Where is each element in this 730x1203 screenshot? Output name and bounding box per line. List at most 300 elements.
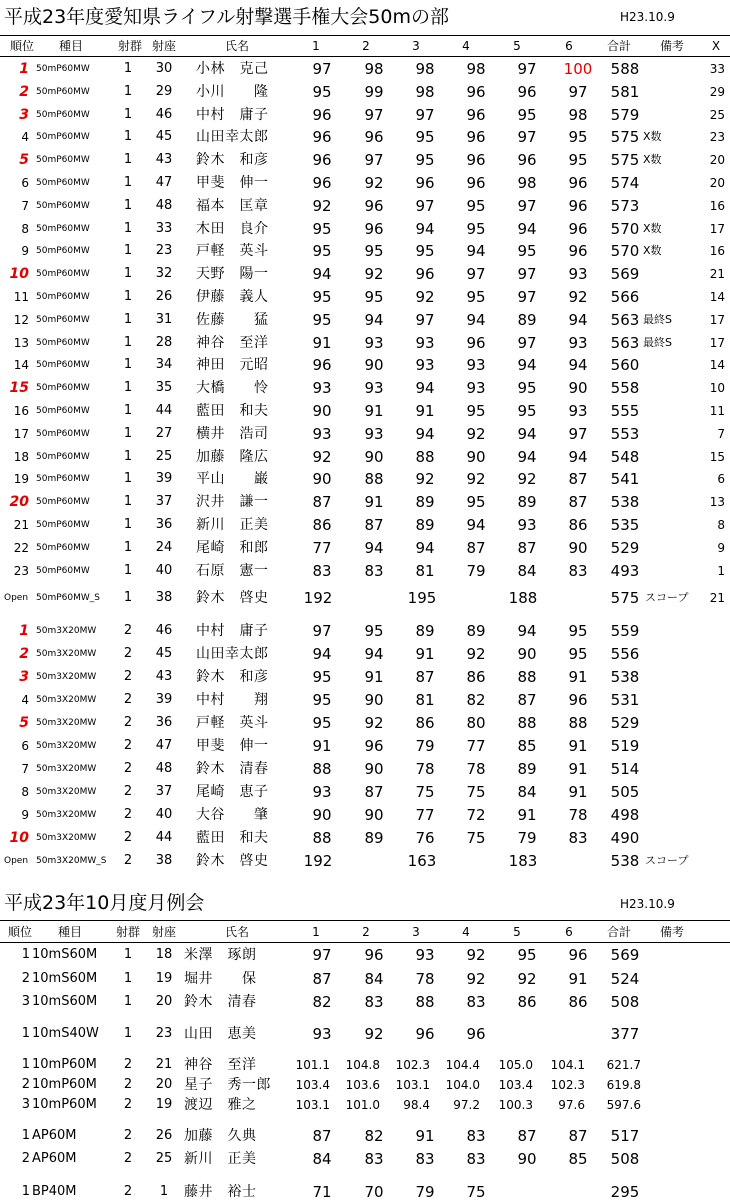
group-cell: 1 <box>123 197 133 213</box>
rank-cell: 9 <box>21 808 29 822</box>
score-s4: 95 <box>466 402 486 420</box>
rank-cell: 16 <box>13 404 29 418</box>
position-cell: 46 <box>155 623 173 638</box>
note-cell: X数 <box>643 244 662 258</box>
name-cell: 中村 庸子 <box>196 623 269 639</box>
score-s2: 93 <box>364 379 384 398</box>
score-s5: 103.4 <box>498 1078 533 1092</box>
score-s4: 97 <box>466 265 486 284</box>
score-s1: 95 <box>312 288 332 306</box>
total-cell: 575 <box>610 151 640 170</box>
score-s5: 86 <box>517 993 537 1011</box>
total-cell: 493 <box>610 561 640 580</box>
score-s3: 77 <box>415 806 435 824</box>
score-s6: 91 <box>568 970 588 988</box>
position-cell: 46 <box>155 106 173 122</box>
score-s2: 83 <box>364 561 384 580</box>
score-s5: 95 <box>517 402 537 420</box>
score-s3: 81 <box>415 691 435 709</box>
table-row <box>0 491 730 513</box>
score-s3: 97 <box>415 310 435 329</box>
event-cell: 50m3X20MW <box>36 626 97 636</box>
event-cell: 50m3X20MW_S <box>36 856 107 866</box>
score-s2: 104.8 <box>345 1058 380 1072</box>
rank-cell: 6 <box>21 176 29 190</box>
total-cell: 575 <box>610 128 640 147</box>
score-s5: 88 <box>517 714 537 732</box>
name-cell: 藤井 裕士 <box>184 1184 257 1200</box>
score-s1: 77 <box>312 538 332 557</box>
total-cell: 377 <box>610 1025 640 1043</box>
name-cell: 木田 良介 <box>196 220 269 237</box>
score-s2: 92 <box>364 174 384 192</box>
pair-score-3: 183 <box>508 852 538 870</box>
name-cell: 星子 秀一郎 <box>184 1077 271 1093</box>
event-cell: 50mP60MW <box>36 314 90 325</box>
score-s1: 91 <box>312 333 332 352</box>
score-s4: 79 <box>466 561 486 580</box>
score-s5: 93 <box>517 516 537 534</box>
score-s6: 97.6 <box>558 1098 585 1112</box>
score-s4: 96 <box>466 151 486 170</box>
score-s6: 96 <box>568 946 588 964</box>
position-cell: 26 <box>155 1128 173 1143</box>
rank-cell: 1 <box>21 1057 30 1072</box>
table-row <box>0 643 730 665</box>
group-cell: 2 <box>123 669 133 684</box>
event-cell: 50mP60MW <box>36 542 90 553</box>
name-cell: 新川 正美 <box>184 1151 257 1167</box>
total-cell: 559 <box>610 622 640 640</box>
score-s3: 91 <box>415 645 435 663</box>
score-s3: 96 <box>415 265 435 284</box>
rank-cell: 14 <box>13 358 29 373</box>
score-s5: 105.0 <box>498 1058 533 1072</box>
score-s5: 95 <box>517 946 537 964</box>
position-cell: 38 <box>155 853 173 868</box>
name-cell: 尾崎 恵子 <box>196 784 269 800</box>
score-s4: 96 <box>466 105 486 124</box>
score-s1: 83 <box>312 561 332 580</box>
event-cell: 50mP60MW <box>36 109 90 120</box>
s2-header-s1: 1 <box>312 925 320 939</box>
score-s5: 96 <box>517 151 537 170</box>
s2-header-name: 氏名 <box>224 925 250 939</box>
score-s1: 103.1 <box>295 1098 330 1112</box>
position-cell: 38 <box>155 590 173 605</box>
rank-cell: 1 <box>21 947 30 962</box>
table-row <box>0 735 730 757</box>
event-cell: 50m3X20MW <box>36 672 97 682</box>
s2-header-rank: 順位 <box>7 925 33 939</box>
table-row <box>0 944 730 966</box>
score-s1: 95 <box>312 310 332 329</box>
position-cell: 20 <box>155 994 173 1009</box>
x-count-cell: 7 <box>717 426 725 441</box>
score-s2: 70 <box>364 1183 384 1201</box>
note-cell: スコープ <box>645 854 689 867</box>
score-s2: 88 <box>364 470 384 489</box>
event-cell: 50mP60MW <box>36 132 90 143</box>
total-cell: 538 <box>610 668 640 686</box>
group-cell: 2 <box>123 646 133 661</box>
score-s5: 97 <box>517 60 537 78</box>
position-cell: 47 <box>155 175 173 190</box>
score-s5: 97 <box>517 288 537 306</box>
total-cell: 517 <box>610 1127 640 1145</box>
rank-cell: 7 <box>21 198 29 213</box>
score-s6: 94 <box>568 310 588 329</box>
total-cell: 529 <box>610 714 640 732</box>
position-cell: 19 <box>155 971 173 986</box>
table-row <box>0 560 730 582</box>
score-s6: 93 <box>568 333 588 352</box>
x-count-cell: 17 <box>709 335 725 350</box>
score-s1: 90 <box>312 402 332 420</box>
score-s4: 92 <box>466 470 486 489</box>
table-row <box>0 58 730 80</box>
score-s3: 88 <box>415 447 435 466</box>
score-s1: 92 <box>312 447 332 466</box>
score-s3: 94 <box>415 379 435 398</box>
name-cell: 小川 隆 <box>196 83 269 100</box>
name-cell: 鈴木 啓史 <box>196 853 269 869</box>
event-cell: 50mP60MW <box>36 497 90 508</box>
name-cell: 鈴木 清春 <box>196 761 269 777</box>
event-cell: 50mP60MW <box>36 337 90 348</box>
score-s1: 95 <box>312 242 332 261</box>
score-s6: 91 <box>568 783 588 801</box>
score-s6: 86 <box>568 516 588 534</box>
score-s6: 87 <box>568 493 588 512</box>
score-s6: 97 <box>568 82 588 101</box>
total-cell: 538 <box>610 493 640 512</box>
pair-score-1: 192 <box>303 852 333 870</box>
rank-cell: 22 <box>13 540 29 555</box>
position-cell: 25 <box>155 1151 173 1166</box>
table-row <box>0 781 730 803</box>
score-s3: 93 <box>415 356 435 375</box>
score-s5: 95 <box>517 105 537 124</box>
group-cell: 1 <box>123 539 133 555</box>
event-cell: 50mP60MW <box>36 565 90 576</box>
group-cell: 2 <box>123 692 133 707</box>
name-cell: 大谷 肇 <box>196 807 269 823</box>
group-cell: 2 <box>123 623 133 638</box>
s2-header-s4: 4 <box>462 925 470 939</box>
total-cell: 514 <box>610 760 640 778</box>
event-cell: 50mP60MW <box>36 86 90 97</box>
x-count-cell: 16 <box>709 244 725 259</box>
group-cell: 2 <box>123 853 133 868</box>
table-row <box>0 1054 730 1076</box>
rank-cell: 3 <box>21 994 30 1009</box>
score-s1: 96 <box>312 105 332 124</box>
rank-cell: 3 <box>19 669 29 685</box>
position-cell: 39 <box>155 471 173 487</box>
score-s4: 83 <box>466 1127 486 1145</box>
name-cell: 神谷 至洋 <box>196 334 269 351</box>
note-cell: X数 <box>643 130 662 144</box>
name-cell: 平山 巌 <box>196 471 269 488</box>
position-cell: 25 <box>155 448 173 464</box>
rank-cell: 5 <box>19 715 29 731</box>
header-s3: 3 <box>412 39 420 53</box>
score-s6: 94 <box>568 356 588 375</box>
header-top-rule <box>0 35 730 36</box>
score-s1: 82 <box>312 993 332 1011</box>
table-row <box>0 377 730 399</box>
group-cell: 1 <box>123 994 133 1009</box>
name-cell: 鈴木 和彦 <box>196 669 269 685</box>
score-s5: 79 <box>517 829 537 847</box>
position-cell: 45 <box>155 129 173 145</box>
position-cell: 44 <box>155 403 173 418</box>
score-s3: 97 <box>415 196 435 215</box>
score-s1: 95 <box>312 714 332 732</box>
score-s4: 86 <box>466 668 486 686</box>
score-s3: 94 <box>415 219 435 238</box>
section2-header-bottom-rule <box>0 942 730 943</box>
event-cell: 50mP60MW <box>36 64 90 74</box>
group-cell: 1 <box>123 266 133 282</box>
score-s3: 93 <box>415 333 435 352</box>
score-s6: 78 <box>568 806 588 824</box>
name-cell: 天野 陽一 <box>196 266 269 283</box>
score-s6: 95 <box>568 645 588 663</box>
score-s4: 93 <box>466 356 486 375</box>
position-cell: 47 <box>155 738 173 753</box>
score-s6: 97 <box>568 424 588 443</box>
score-s6: 87 <box>568 470 588 489</box>
score-s4: 95 <box>466 288 486 306</box>
position-cell: 39 <box>155 692 173 707</box>
score-s3: 95 <box>415 151 435 170</box>
group-cell: 1 <box>123 517 133 532</box>
score-s1: 96 <box>312 356 332 375</box>
section1-header-row <box>0 37 730 55</box>
score-s3: 98 <box>415 60 435 78</box>
score-s2: 95 <box>364 288 384 306</box>
score-s3: 102.3 <box>395 1058 430 1072</box>
x-count-cell: 21 <box>709 591 725 605</box>
score-s2: 94 <box>364 645 384 663</box>
event-cell: 50m3X20MW <box>36 695 97 705</box>
table-row <box>0 286 730 308</box>
position-cell: 21 <box>155 1057 173 1072</box>
x-count-cell: 13 <box>709 495 725 510</box>
event-cell: AP60M <box>32 1151 77 1166</box>
rank-cell: 5 <box>19 152 29 169</box>
header-bottom-rule <box>0 56 730 57</box>
score-s6: 96 <box>568 691 588 709</box>
group-cell: 2 <box>123 1128 133 1143</box>
x-count-cell: 8 <box>717 518 725 532</box>
score-s2: 90 <box>364 447 384 466</box>
rank-cell: 11 <box>13 290 29 304</box>
total-cell: 505 <box>610 783 640 801</box>
rank-cell: 10 <box>9 830 29 846</box>
score-s2: 96 <box>364 737 384 755</box>
score-s6: 93 <box>568 265 588 284</box>
score-s4: 104.4 <box>445 1058 480 1072</box>
score-s1: 90 <box>312 470 332 489</box>
rank-cell: 12 <box>13 312 29 327</box>
position-cell: 1 <box>159 1184 169 1199</box>
total-cell: 573 <box>610 196 640 215</box>
position-cell: 27 <box>155 425 173 441</box>
position-cell: 20 <box>155 1077 173 1092</box>
score-s1: 93 <box>312 783 332 801</box>
score-s2: 90 <box>364 760 384 778</box>
name-cell: 大橋 怜 <box>196 380 269 397</box>
group-cell: 1 <box>123 471 133 487</box>
score-s2: 90 <box>364 356 384 375</box>
table-row <box>0 195 730 217</box>
total-cell: 490 <box>610 829 640 847</box>
x-count-cell: 6 <box>717 472 725 487</box>
total-cell: 498 <box>610 806 640 824</box>
score-s1: 95 <box>312 668 332 686</box>
score-s4: 72 <box>466 806 486 824</box>
table-row <box>0 263 730 285</box>
score-s6: 87 <box>568 1127 588 1145</box>
x-count-cell: 29 <box>709 84 725 99</box>
score-s6: 91 <box>568 668 588 686</box>
score-s5: 94 <box>517 356 537 375</box>
event-cell: 10mP60M <box>32 1057 97 1072</box>
event-cell: 50mP60MW <box>36 383 90 394</box>
rank-cell: 20 <box>9 494 29 511</box>
name-cell: 藍田 和夫 <box>196 830 269 846</box>
score-s5: 94 <box>517 424 537 443</box>
score-s5: 84 <box>517 561 537 580</box>
event-cell: 10mS60M <box>32 994 98 1009</box>
x-count-cell: 17 <box>709 312 725 327</box>
table-row <box>0 400 730 422</box>
total-cell: 541 <box>610 470 640 489</box>
event-cell: 50mP60MW <box>36 155 90 166</box>
table-row <box>0 804 730 826</box>
total-cell: 569 <box>610 946 640 964</box>
score-s3: 79 <box>415 737 435 755</box>
x-count-cell: 10 <box>709 381 725 396</box>
score-s5: 85 <box>517 737 537 755</box>
score-s1: 87 <box>312 1127 332 1145</box>
s2-header-s6: 6 <box>565 925 573 939</box>
header-event: 種目 <box>58 39 84 53</box>
score-s2: 93 <box>364 424 384 443</box>
group-cell: 1 <box>123 380 133 396</box>
total-cell: 529 <box>610 538 640 557</box>
rank-cell: 2 <box>21 971 30 986</box>
score-s4: 97.2 <box>453 1098 480 1112</box>
rank-cell: 3 <box>21 1097 30 1112</box>
event-cell: 50mP60MW_S <box>36 593 100 603</box>
score-s5: 87 <box>517 691 537 709</box>
header-x: X <box>711 39 721 53</box>
score-s6: 100 <box>563 60 593 78</box>
event-cell: BP40M <box>32 1184 77 1199</box>
score-s1: 97 <box>312 622 332 640</box>
s2-header-s5: 5 <box>513 925 521 939</box>
s2-header-note: 備考 <box>659 925 685 939</box>
position-cell: 44 <box>155 830 173 845</box>
rank-cell: 3 <box>19 106 29 123</box>
name-cell: 横井 浩司 <box>196 425 269 442</box>
header-position: 射座 <box>151 39 177 53</box>
score-s3: 91 <box>415 1127 435 1145</box>
x-count-cell: 11 <box>709 404 725 418</box>
position-cell: 19 <box>155 1097 173 1112</box>
score-s3: 96 <box>415 174 435 192</box>
position-cell: 45 <box>155 646 173 661</box>
group-cell: 2 <box>123 1151 133 1166</box>
total-cell: 531 <box>610 691 640 709</box>
total-cell: 570 <box>610 219 640 238</box>
note-cell: X数 <box>643 221 662 235</box>
score-s1: 95 <box>312 82 332 101</box>
score-s4: 89 <box>466 622 486 640</box>
header-s5: 5 <box>513 39 521 53</box>
table-row <box>0 514 730 536</box>
score-s5: 84 <box>517 783 537 801</box>
table-row <box>0 1125 730 1147</box>
group-cell: 1 <box>123 448 133 464</box>
score-s5: 98 <box>517 174 537 192</box>
rank-cell: 4 <box>21 693 29 707</box>
name-cell: 小林 克己 <box>196 61 269 77</box>
group-cell: 1 <box>123 83 133 99</box>
position-cell: 36 <box>155 715 173 730</box>
score-s3: 103.1 <box>395 1078 430 1092</box>
header-total: 合計 <box>606 39 632 53</box>
score-s6: 95 <box>568 128 588 147</box>
s2-header-total: 合計 <box>606 925 632 939</box>
name-cell: 中村 翔 <box>196 692 269 708</box>
name-cell: 山田 恵美 <box>184 1026 257 1042</box>
score-s4: 80 <box>466 714 486 732</box>
score-s5: 97 <box>517 265 537 284</box>
group-cell: 2 <box>123 1184 133 1199</box>
event-cell: 50m3X20MW <box>36 833 97 843</box>
name-cell: 堀井 保 <box>184 971 257 987</box>
score-s1: 93 <box>312 379 332 398</box>
rank-cell: 1 <box>21 1128 30 1143</box>
group-cell: 1 <box>123 425 133 441</box>
rank-cell: 1 <box>19 623 29 639</box>
x-count-cell: 21 <box>709 267 725 282</box>
group-cell: 2 <box>123 1077 133 1092</box>
total-cell: 574 <box>610 174 640 192</box>
rank-cell: 2 <box>19 83 29 100</box>
event-cell: 10mP60M <box>32 1077 97 1092</box>
score-s2: 95 <box>364 622 384 640</box>
header-note: 備考 <box>659 39 685 53</box>
score-s5: 89 <box>517 760 537 778</box>
score-s2: 103.6 <box>345 1078 380 1092</box>
score-s1: 88 <box>312 829 332 847</box>
name-cell: 鈴木 啓史 <box>196 590 269 606</box>
score-s6: 94 <box>568 447 588 466</box>
score-s5: 89 <box>517 310 537 329</box>
position-cell: 34 <box>155 357 173 373</box>
score-s3: 89 <box>415 622 435 640</box>
event-cell: 50m3X20MW <box>36 718 97 728</box>
total-cell: 556 <box>610 645 640 663</box>
header-rank: 順位 <box>9 39 35 53</box>
total-cell: 548 <box>610 447 640 466</box>
